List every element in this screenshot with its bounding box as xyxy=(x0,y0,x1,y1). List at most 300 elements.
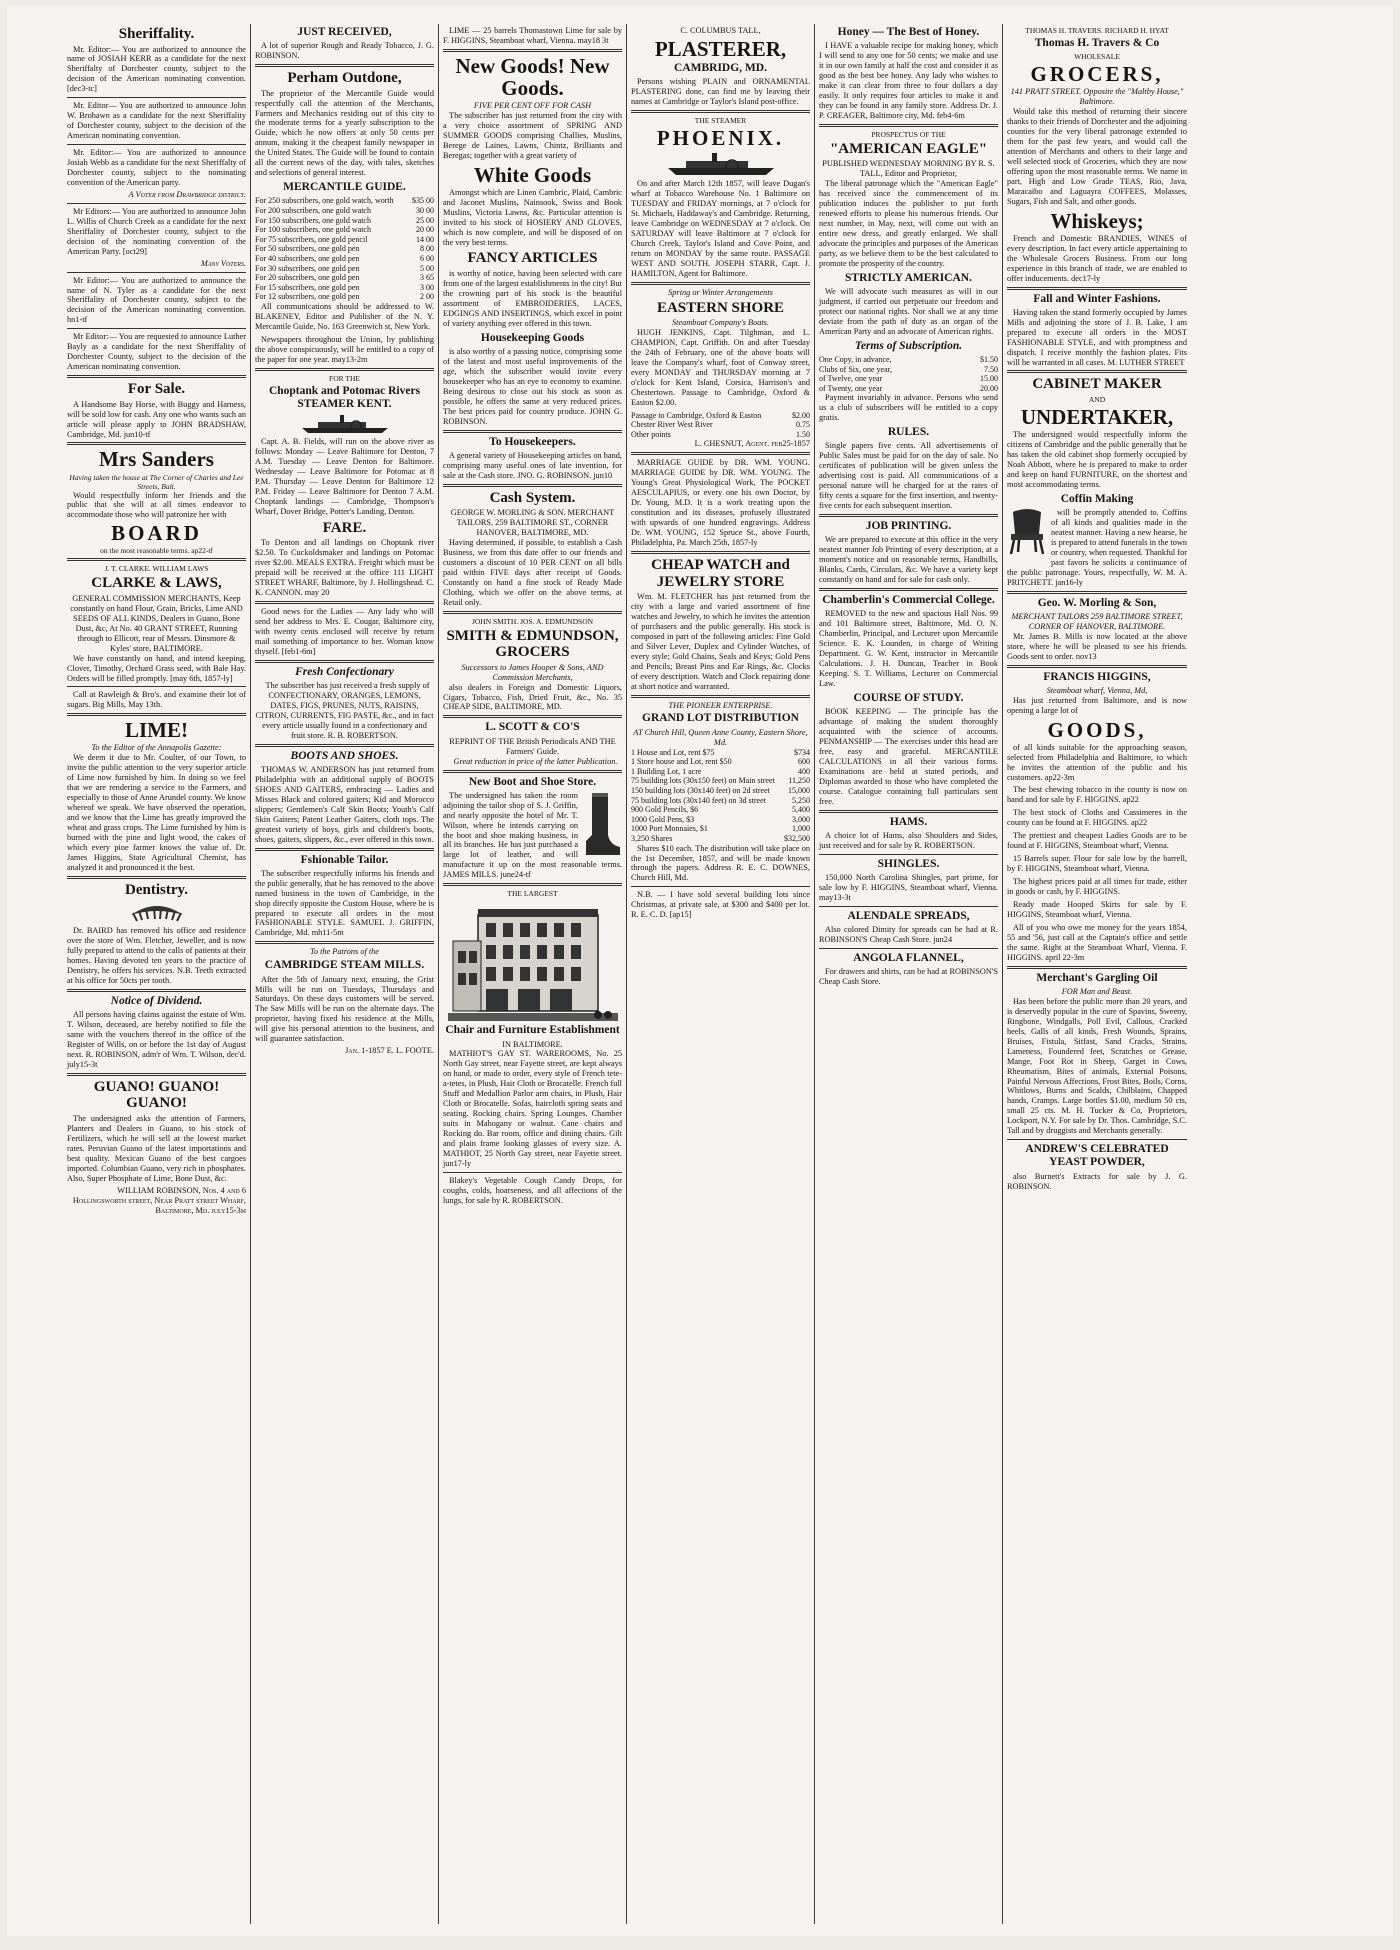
ad-title: For Sale. xyxy=(127,381,186,398)
boot-shoe-store-ad xyxy=(443,776,622,881)
divider xyxy=(255,601,434,604)
ad-body: A general variety of Housekeeping articles on hand, comprising many useful ones of late invention, for sale at the Cash store. JNO. G. ROBINSON. jun10 xyxy=(443,450,622,480)
ad-title: Whiskeys; xyxy=(1050,208,1144,233)
ad-signature: Jan. 1-1857 E. L. FOOTE. xyxy=(345,1046,434,1056)
table-row: For 100 subscribers, one gold watch 20 00 xyxy=(255,225,434,235)
denture-icon xyxy=(127,901,187,923)
ad-title: ANGOLA FLANNEL, xyxy=(853,952,964,965)
table-row: For 200 subscribers, one gold watch 30 00 xyxy=(255,206,434,216)
ad-signature: A Voter from Drawbridge district. xyxy=(128,189,246,199)
ad-names: Spring or Winter Arrangements xyxy=(668,287,773,297)
notice-ad xyxy=(1007,877,1187,897)
steamboat-icon xyxy=(300,414,390,434)
divider xyxy=(819,124,998,127)
shingles-ad xyxy=(819,858,998,903)
divider xyxy=(255,848,434,851)
job-printing-ad xyxy=(819,520,998,585)
fashions-ad xyxy=(1007,293,1187,368)
periodicals-ad xyxy=(443,721,622,766)
ad-body: We deem it due to Mr. Coulter, of our Town, to invite the public attention to the very superior article of Lime now furnished by him. In doing so we feel that we are rendering a service to the Farmers, and especially to those of Anne Arundel county. We know whereof we speak. We have observed the operation, and we know that the Lime has greatly improved the wheat and grass crops. The Lime furnished by him is burned with the pine and light wood, the cakes of which every pine farmer knows the value of. Dr. James Higgins, State Agricultural Chemist, has analyzed it and pronounced it the best. xyxy=(67,753,246,872)
divider xyxy=(1007,287,1187,290)
ad-body: BOOK KEEPING — The principle has the advantage of making the student thoroughly acquainted with the science of accounts. PENMANSHIP — The exercises under this head are free, easy and graceful. MERCANTILE CALCULATIONS in all their various forms. Examinations are held at stated periods, and Diplomas awarded to those who have completed the course. Catalogue containing full particulars sent free. xyxy=(819,707,998,806)
coffin-making-ad xyxy=(1007,493,1187,588)
ad-body: is worthy of notice, having been selected with care from one of the largest establishments in the city! But the crowning part of his stock is the beautiful assortment of EMBROIDERIES, LACES, EDGINGS AND INSERTINGS, which excel in point of variety anything ever offered in this town. xyxy=(443,268,622,328)
ad-title: HAMS. xyxy=(889,815,928,828)
ad-body: Wm. M. FLETCHER has just returned from the city with a large and varied assortment of fine watches and Jewelry, to which he invites the attention of purchasers and the public generally. His stock is composed in part of the following articles: Fine Gold and Silver Lever, Duplex and Cylinder Watches, of every style; Gold Chains, Seals and Keys; Gold Pens and Pencils; Breast Pins and Ear Rings, &c. Clocks of every description. Watch and Clock repairing done at short notice and warranted. xyxy=(631,592,810,691)
announcement-ad xyxy=(67,276,246,326)
ad-title: JUST RECEIVED, xyxy=(297,26,392,38)
ad-title: Dentistry. xyxy=(125,881,188,898)
higgins-ad xyxy=(1007,671,1187,716)
fancy-articles-ad xyxy=(443,250,622,328)
ad-body: 150,000 North Carolina Shingles, part prime, for sale low by F. HIGGINS, Steamboat wharf, Vienna. may13-3t xyxy=(819,873,998,902)
warehouse-engraving xyxy=(443,901,622,1021)
table-row: Other points 1.50 xyxy=(631,429,810,439)
divider xyxy=(819,854,998,855)
table-row: One Copy, in advance, $1.50 xyxy=(819,355,998,365)
ad-body: The liberal patronage which the "American Eagle" has received since the commencement of its publication induces the publisher to put forth renewed efforts to please his numerous friends. Our next number, in May, next, will come out with an entire new dress, and greatly enlarged. We shall advocate the principles and purposes of the American party, as we believe them to be the best calculated to promote the prosperity of the country. xyxy=(819,179,998,268)
ad-title: Mrs Sanders xyxy=(99,447,214,472)
dentistry-ad xyxy=(67,882,246,986)
phoenix-ad xyxy=(631,116,810,279)
divider xyxy=(255,660,434,663)
ad-body: The best stock of Cloths and Cassimeres in the county can be found at F. HIGGINS. ap22 xyxy=(1007,808,1187,828)
table-row: 1 House and Lot, rent $75 $734 xyxy=(631,747,810,757)
ad-body: HUGH JENKINS, Capt. Tilghman, and L. CHAMPION, Capt. Griffith. On and after Tuesday the 24th of February, one of the above boats will leave the Company's wharf, foot of Conway street, every MONDAY and THURSDAY morning at 7 o'clock for Kent Island, Corsica, Harrison's and Chestertown. Passage to Cambridge, Oxford & Easton $2.00. xyxy=(631,328,810,407)
ad-subtitle: THE LARGEST xyxy=(507,889,558,899)
ad-subtitle: GENERAL COMMISSION MERCHANTS, Keep constantly on hand Flour, Grain, Bricks, Lime AND SEEDS OF ALL KINDS, Dealers in Guano, Bone Dust, &c, At No. 40 GRANT STREET, Running through to Ellicott, rear of Messrs. Dinsmore & Kyles' store, BALTIMORE. xyxy=(70,593,243,653)
column-6 xyxy=(1003,24,1191,1924)
divider xyxy=(1007,665,1187,668)
yeast-powder-ad xyxy=(1007,1143,1187,1191)
table-row: For 40 subscribers, one gold pen 6 00 xyxy=(255,253,434,263)
ad-title: FARE. xyxy=(322,519,367,536)
ad-title: JOB PRINTING. xyxy=(865,520,952,533)
ad-title: FRANCIS HIGGINS, xyxy=(1043,670,1151,683)
flannel-ad xyxy=(819,952,998,987)
ad-body: Dr. BAIRD has removed his office and residence over the store of Wm. Fletcher, Jeweller, and is now fully prepared to attend to the calls of patients at their homes. Having devoted ten years to the practice of Dentistry, he offers his services. N.B. Teeth extracted at his office for 50cts per tooth. xyxy=(67,926,246,986)
divider xyxy=(67,203,246,204)
board-ad xyxy=(67,448,246,555)
ad-signature: L. CHESNUT, Agent. feb25-1857 xyxy=(694,439,810,449)
terms-table xyxy=(819,355,998,393)
ad-body: The subscriber has just received a fresh supply of CONFECTIONARY, ORANGES, LEMONS, DATES, FIGS, PRUNES, NUTS, RAISINS, CITRON, CURRENTS, FIG PASTE, &c., and in fact every article usually found in a confectionary and fruit store. R. B. ROBERTSON. xyxy=(255,680,434,740)
column-1 xyxy=(63,24,251,1924)
boot-icon xyxy=(582,791,622,857)
table-row: Clubs of Six, one year, 7.50 xyxy=(819,364,998,374)
ad-body: Mr. Editor:— You are authorized to announce the name of JOSIAH KERR as a candidate for the next Sheriffalty of Dorchester county, subject to the decision of the American nominating convention. [dec3-tc] xyxy=(67,44,246,94)
ad-title: Cash System. xyxy=(489,489,576,506)
ad-title: RULES. xyxy=(887,426,930,439)
confectionary-ad xyxy=(255,666,434,741)
ad-subtitle: WHOLESALE xyxy=(1074,52,1120,62)
lime-ad xyxy=(67,719,246,872)
ad-subtitle: AT Church Hill, Queen Anne County, Eastern Shore, Md. xyxy=(633,727,808,747)
ad-title: CABINET MAKER xyxy=(1032,376,1162,393)
table-row: 1000 Port Monnaies, $1 1,000 xyxy=(631,824,810,834)
ad-title: Honey — The Best of Honey. xyxy=(837,26,980,38)
ad-names: THOMAS H. TRAVERS. RICHARD H. HYAT xyxy=(1025,26,1169,35)
ad-body: Good news for the Ladies — Any lady who will send her address to Mrs. E. Cougar, Baltimore city, with twenty cents enclosed will receive by return mail something of importance to her. Woman know thyself. [feb1-6m] xyxy=(255,606,434,656)
divider xyxy=(67,328,246,329)
premium-table xyxy=(255,196,434,302)
cough-drops-ad xyxy=(443,1176,622,1206)
ad-body: Newspapers throughout the Union, by publishing the above conspicuously, will be entitled to a copy of the paper for one year. may13-2m xyxy=(255,334,434,364)
ad-body: Would take this method of returning their sincere thanks to their friends of Dorchester and the adjoining counties for the very liberal patronage extended to them for the past few years, and would call the attention of Merchants and others to their large and well selected stock of Groceries, which they are now offering upon the most reasonable terms. We name in part, High and Low Grade TEAS, Rio, Java, Maracaibo and Laguayra COFFEES, Molasses, Sugars, Fish and Salt, and other goods. xyxy=(1007,107,1187,206)
ad-body: Has been before the public more than 20 years, and is deservedly popular in the cure of Spavins, Sweeny, Ringbone, Windgalls, Poll Evil, Callous, Cracked heels, Galls of all kinds, Fresh Wounds, Sprains, Bruises, Fistula, Sitfast, Sand Cracks, Strains, Lameness, Foundered feet, Scratches or Grease, Mange, Foot Rot in Sheep, Garget in Cows, Rheumatism, Bites of animals, External Poisons, Painful Nervous Affections, Frost Bites, Boils, Corns, Whitlows, Burns and Scalds, Chilblains, Chapped hands, Cramps. Large bottles $1.00, medium 50 cts, small 25 cts. M. H. Tucker & Co, Proprietors, Lockport, N.Y. For sale by Dr. Thos. Cambridge, S.C. Tall and by druggists and Merchants generally. xyxy=(1007,996,1187,1136)
table-row: 900 Gold Pencils, $6 5,400 xyxy=(631,805,810,815)
undertaker-ad xyxy=(1007,376,1187,489)
divider xyxy=(631,886,810,887)
whiskeys-ad xyxy=(1007,210,1187,284)
announcement-ad xyxy=(67,207,246,269)
ad-body: We have constantly on hand, and intend keeping, Clover, Timothy, Orchard Grass seed, with Bale Hay. Orders will be filled promptly. [may 6th, 1857-ly] xyxy=(67,653,246,683)
notice-ad xyxy=(67,690,246,710)
ad-title: Sheriffality. xyxy=(118,26,195,42)
ad-body: After the 5th of January next, ensuing, the Grist Mills will be run on Tuesdays, Thursdays and Saturdays. On these days customers will be served. The Saw Mills will be run on the alternate days. The proprietor, having fixed his residence at the Mills, will give his personal attention to the business, and will guarantee satisfaction. xyxy=(255,974,434,1044)
ad-body: The highest prices paid at all times for trade, either in goods or cash, by F. HIGGINS. xyxy=(1007,877,1187,897)
table-row: For 75 subscribers, one gold pencil 14 00 xyxy=(255,234,434,244)
divider xyxy=(819,588,998,591)
notice-ad xyxy=(1007,923,1187,963)
ad-title: Merchant's Gargling Oil xyxy=(1036,971,1158,984)
ad-body: Mr. Editor:— You are authorized to announce Josiah Webb as a candidate for the next Sheriffalty of Dorchester county, subject to the nominating convention of the American party. xyxy=(67,148,246,187)
tailor-ad xyxy=(255,854,434,939)
ad-body: REMOVED to the new and spacious Hall Nos. 99 and 101 Baltimore street, Baltimore, Md. O. N. Chamberlin, Principal, and Lecturer upon Mercantile Science. E. K. Lounden, in charge of Writing Department. G. W. Kent, instructor in Mercantile Calculations. J. H. Duncan, Teacher in Book Keeping. S. T. Williams, Lecturer on Commercial Law. xyxy=(819,609,998,689)
ad-body: Payment invariably in advance. Persons who send us a club of subscribers will be entitled to a copy gratis. xyxy=(819,393,998,423)
ad-body: For drawers and shirts, can be had at ROBINSON'S Cheap Cash Store. xyxy=(819,967,998,987)
ladies-ad xyxy=(255,607,434,657)
white-goods-ad xyxy=(443,164,622,248)
table-row: For 250 subscribers, one gold watch, worth $35 00 xyxy=(255,196,434,206)
ad-body: Has just returned from Baltimore, and is now opening a large lot of xyxy=(1007,695,1187,715)
announcement-ad xyxy=(67,332,246,372)
divider xyxy=(67,989,246,992)
commercial-college-ad xyxy=(819,594,998,689)
ad-body: of all kinds suitable for the approaching season, selected from Philadelphia and Baltimore, to which he invites the attention of the public and his customers. ap22-3m xyxy=(1007,742,1187,782)
ad-title: GOODS, xyxy=(1047,717,1147,742)
jewelry-store-ad xyxy=(631,557,810,692)
ad-body: The undersigned would respectfully inform the citizens of Cambridge and the public generally that he has taken the old cabinet shop formerly occupied by Noah Abbott, where he is prepared to make to order and keep on hand FURNITURE, on the shortest and most accommodating terms. xyxy=(1007,430,1187,489)
announcement-ad xyxy=(67,101,246,141)
ad-body: Having determined, if possible, to establish a Cash Business, we from this date offer to our friends and customers a discount of 10 PER CENT on all bills paid within FIVE days after receipt of Goods. Constantly on hand a fine stock of Ready Made Clothing, which we offer on the above terms, at Retail only. xyxy=(443,537,622,607)
divider xyxy=(443,1172,622,1173)
prize-table xyxy=(631,748,810,844)
steamer-engraving xyxy=(255,414,434,434)
ad-body: THOMAS W. ANDERSON has just returned from Philadelphia with an additional supply of BOOTS SHOES AND GAITERS, embracing — Ladies and Misses Black and colored gaiters; Kid and Morocco slippers; Gentlemen's Calf Skin Boots; Youth's Calf Skin Gaiters; Patent Leather Gaiters, cloth tops. The greatest variety of boys, girls and children's boots, shoes, gaiters, slippers, &c., ever offered in this town. xyxy=(255,764,434,844)
ad-display: UNDERTAKER, xyxy=(1020,404,1174,429)
ad-title: EASTERN SHORE xyxy=(656,299,785,316)
table-row: Passage to Cambridge, Oxford & Easton $2.00 xyxy=(631,410,810,420)
ad-title: Fall and Winter Fashions. xyxy=(1033,292,1161,305)
ad-display: GROCERS, xyxy=(1030,62,1164,87)
grocers-ad xyxy=(443,617,622,713)
steamer-kent-ad xyxy=(255,374,434,517)
table-row: For 30 subscribers, one gold pen 5 00 xyxy=(255,263,434,273)
divider xyxy=(67,686,246,687)
ad-title: GUANO! GUANO! GUANO! xyxy=(93,1078,220,1112)
ad-names: THE STEAMER xyxy=(694,116,747,126)
fare-ad xyxy=(255,520,434,598)
course-of-study xyxy=(819,692,998,807)
ad-subtitle: GEORGE W. MORLING & SON. MERCHANT TAILORS, 259 BALTIMORE ST., CORNER HANOVER, BALTIMORE, MD. xyxy=(450,508,615,538)
ad-body: On and after March 12th 1857, will leave Dugan's wharf at Tobacco Warehouse No. 1 Baltimore on TUESDAY and FRIDAY mornings, at 7 o'clock for St. Michaels, Haddaway's and Cambridge. Returning, leave Cambridge on WEDNESDAY at 7 o'clock. On SATURDAY will leave Baltimore at 7 o'clock for Church Creek, Taylor's Island and Cove Point, and return on MONDAY by the same route. PASSAGE WEST AND SOUTH. JOSEPH STARR, Capt. J. HAMILTON, Agent for Baltimore. xyxy=(631,179,810,278)
notice-ad xyxy=(1007,785,1187,805)
ad-subtitle: FIVE PER CENT OFF FOR CASH xyxy=(473,101,592,110)
ad-title: STRICTLY AMERICAN. xyxy=(845,271,972,284)
ad-body: Amongst which are Linen Cambric, Plaid, Cambric and Jaconet Muslins, Nainsook, Swiss and Book Muslins, Victoria Lawns, &c. Particular attention is invited to his stock of HOSIERY AND GLOVES, which is now complete, and will be disposed of on the very best terms. xyxy=(443,187,622,247)
ad-body: The undersigned has taken the room adjoining the tailor shop of S. J. Griffin, and nearly opposite the hotel of Mr. T. Wilson, where he intends carrying on the boot and shoe making business, in all its branches. He has just purchased a large lot of leather, and will manufacture it up on the most reasonable terms. JAMES MILLS. june24-tf xyxy=(443,790,622,880)
ad-subtitle: REPRINT OF THE British Periodicals AND THE Farmers' Guide. xyxy=(449,736,616,756)
subscription-terms xyxy=(819,340,998,423)
divider xyxy=(443,484,622,487)
eastern-shore-ad xyxy=(631,288,810,408)
ad-body: Having taken the stand formerly occupied by James Mills and adjoining the store of J. B. Lake, I am prepared to execute all orders in the MOST FASHIONABLE STYLE, and with promptness and dispatch. I receive monthly the fashion plates. Fits will be warranted in all cases. M. LUTHER STREET xyxy=(1007,307,1187,367)
gargling-oil-ad xyxy=(1007,972,1187,1137)
divider xyxy=(67,375,246,378)
ad-body: The subscriber respectfully informs his friends and the public generally, that he has removed to the above named business in the town of Cambridge, in the shop directly opposite the Custom House, where he is prepared to execute all orders in the most FASHIONABLE STYLE. SAMUEL J. GRIFFIN, Cambridge, Md. mh11-5m xyxy=(255,868,434,938)
ad-body: To Denton and all landings on Choptank river $2.50. To Cuckoldsmaker and landings on Potomac river $2.00. MEALS EXTRA. Freight which must be prepaid will be received at the office 111 LIGHT STREET WHARF, Baltimore, by J. Hollingshead. C. K. CANNON. may 20 xyxy=(255,538,434,597)
ad-names: THE PIONEER ENTERPRISE. xyxy=(668,700,773,710)
ad-body: Also colored Dimity for spreads can be had at R. ROBINSON'S Cheap Cash Store. jun24 xyxy=(819,925,998,945)
divider xyxy=(631,110,810,113)
ad-body: will be promptly attended to. Coffins of all kinds and qualities made in the neatest manner. Having a new hearse, he is prepared to attend funerals in the town or country, when requested. Thankful for past favors he solicits a continuance of the public patronage. Yours, respectfully, W. M. A. PRITCHETT. jan16-ly xyxy=(1007,507,1187,587)
rules-ad xyxy=(819,426,998,511)
ad-title: ANDREW'S CELEBRATED YEAST POWDER, xyxy=(1025,1143,1169,1169)
notice-ad xyxy=(1007,808,1187,828)
ad-body: The proprietor of the Mercantile Guide would respectfully call the attention of the Merchants, Farmers and Mechanics residing out of this city to the moderate terms for a yearly subscription to the Guide, which he now offers at only 50 cents per annum, making it the cheapest family newspaper in the United States. The Guide will be found to contain all the current news of the day, with tales, sketches and selections of general interest. xyxy=(255,88,434,178)
ad-subtitle: CAMBRIDG, MD. xyxy=(674,62,767,74)
mercantile-guide-ad xyxy=(255,181,434,332)
divider xyxy=(443,715,622,718)
ad-body: We are prepared to execute at this office in the very neatest manner Job Printing of every description, at a moment's notice and on reasonable terms, Handbills, Blanks, Cards, Circulars, &c. We have a variety kept constantly on hand and for sale for cash only. xyxy=(819,535,998,585)
ad-names: J. T. CLARKE. WILLIAM LAWS xyxy=(104,564,209,574)
table-row: For 50 subscribers, one gold pen 8 00 xyxy=(255,244,434,254)
ad-title: Fresh Confectionary xyxy=(295,665,394,678)
ad-body: Blakey's Vegetable Cough Candy Drops, for coughs, colds, hoarseness, and all affections of the lungs, for sale by R. ROBERTSON. xyxy=(443,1175,622,1205)
newspaper-columns xyxy=(63,24,1379,1924)
table-row: 75 building lots (30x150 feet) on Main street 11,250 xyxy=(631,776,810,786)
ad-title: Terms of Subscription. xyxy=(854,339,963,352)
ad-body: All of you who owe me money for the years 1854, 55 and '56, just call at the Captain's office and settle the same. Right at the Steamboat Wharf, Vienna. F. HIGGINS. april 22-3m xyxy=(1007,922,1187,962)
ad-subtitle: MERCHANT TAILORS 259 BALTIMORE STREET, CORNER OF HANOVER, BALTIMORE. xyxy=(1011,611,1183,631)
ad-body: Mr. Editor— You are authorized to announce John W. Brohawn as a candidate for the next Sheriffality of Dorchester county, subject to the decision of the American nominating convention. xyxy=(67,101,246,141)
ad-title: Geo. W. Morling & Son, xyxy=(1037,596,1157,609)
table-row: of Twenty, one year 20.00 xyxy=(819,383,998,393)
lot-note xyxy=(631,890,810,920)
ad-title: PHOENIX. xyxy=(656,126,785,151)
ad-body: A choice lot of Hams, also Shoulders and Sides, just received and for sale by R. ROBERTSON. xyxy=(819,830,998,850)
divider xyxy=(1007,370,1187,373)
ad-subtitle: Steamboat Company's Boats. xyxy=(672,318,769,328)
ad-body: The best chewing tobacco in the county is now on hand and for sale by F. HIGGINS. ap22 xyxy=(1007,785,1187,805)
divider xyxy=(443,430,622,433)
ad-title: New Boot and Shoe Store. xyxy=(468,775,597,788)
building-icon xyxy=(448,901,618,1021)
divider xyxy=(67,1073,246,1076)
dividend-ad xyxy=(67,995,246,1070)
ad-title: BOOTS AND SHOES. xyxy=(290,749,399,762)
divider xyxy=(443,770,622,773)
ad-names: PROSPECTUS OF THE xyxy=(871,129,946,139)
steamboat-icon xyxy=(666,152,776,176)
table-row: 150 building lots (30x140 feet) on 2d street 15,000 xyxy=(631,785,810,795)
ad-body: is also worthy of a passing notice, comprising some of the latest and most useful improvements of the age, which the subscriber would invite every housekeeper who has an eye to economy to examine. Being desirous to close out his stock as soon as possible, he offers the same at very reduced prices. The best prices paid for country produce. JOHN G. ROBINSON. xyxy=(443,346,622,426)
ad-body: Would respectfully inform her friends and the public that she will at all times endeavor to accommodate those who will patronize her with xyxy=(67,490,246,520)
newspapers-note xyxy=(255,335,434,365)
column-2 xyxy=(251,24,439,1924)
ad-body: Persons wishing PLAIN and ORNAMENTAL PLASTERING done, can find me by leaving their names at Cambridge or Taylor's Island post-office. xyxy=(631,77,810,107)
travers-grocers-ad xyxy=(1007,26,1187,207)
ad-title: Coffin Making xyxy=(1060,492,1134,505)
ad-body: We will advocate such measures as will in our judgment, if carried out perpetuate our freedom and protect our national rights. Nor shall we at any time deviate from the path of duty as an organ of the American Party and an advocate of American rights. xyxy=(819,287,998,336)
ad-body: also dealers in Foreign and Domestic Liquors, Cigars, Tobacco, Fish, Dried Fruit, &c., No. 35 CHEAP SIDE, BALTIMORE, MD. xyxy=(443,682,622,712)
ad-title: SMITH & EDMUNDSON, GROCERS xyxy=(446,627,619,661)
ad-title: Perham Outdone, xyxy=(287,70,402,87)
ad-body: Call at Rawleigh & Bro's. and examine their lot of sugars. Big Mills, May 13th. xyxy=(67,690,246,710)
divider xyxy=(631,551,810,554)
table-row: of Twelve, one year 15.00 xyxy=(819,374,998,384)
honey-ad xyxy=(819,26,998,121)
divider xyxy=(67,876,246,879)
spreads-ad xyxy=(819,910,998,945)
housekeeping-goods-ad xyxy=(443,332,622,427)
ad-subtitle: Successors to James Hooper & Sons, AND Commission Merchants, xyxy=(461,662,604,682)
ad-body: Capt. A. B. Fields, will run on the above river as follows: Monday — Leave Baltimore for Denton, 7 A.M. Tuesday — Leave Denton for Baltimore. Wednesday — Leave Baltimore for Potomac at 8 P.M. Thursday — Leave Denton for Baltimore 12 P.M. Friday — Leave Baltimore for Denton 7 A.M. Choptank landings — Cambridge, Thompson's Wharf, Dover Bridge, Potter's Landing, Denton. xyxy=(255,437,434,516)
tobacco-ad xyxy=(255,26,434,61)
divider xyxy=(1007,966,1187,969)
ad-body: also Burnett's Extracts for sale by J. G. ROBINSON. xyxy=(1007,1171,1187,1191)
notice-ad xyxy=(1007,854,1187,874)
table-row: Chester River West River 0.75 xyxy=(631,420,810,430)
ad-title: CLARKE & LAWS, xyxy=(91,575,222,592)
ad-subtitle: Steamboat wharf, Vienna, Md, xyxy=(1046,685,1148,695)
ad-subtitle: To the Patrons of the xyxy=(310,947,379,957)
table-row: 1000 Gold Pens, $3 3,000 xyxy=(631,814,810,824)
ad-body: All persons having claims against the estate of Wm. T. Wilson, deceased, are hereby notified to file the same with the vouchers thereof in the office of the Register of Wills, on or before the 1st day of August next. R. ROBINSON, adm'r of Wm. T. Wilson, dec'd. july15-3t xyxy=(67,1010,246,1070)
column-3 xyxy=(439,24,627,1924)
ad-title: LIME! xyxy=(125,718,188,743)
ad-subtitle: Having taken the house at The Corner of Charles and Lee Streets, Balt. xyxy=(69,472,244,491)
cash-system-ad xyxy=(443,490,622,608)
passage-table xyxy=(631,411,810,440)
ad-body: A Handsome Bay Horse, with Buggy and Harness, will be sold low for cash. Any one who wants such an article will please apply to JOHN BRADSHAW, Cambridge, Md. jun10-tf xyxy=(67,399,246,439)
divider xyxy=(255,941,434,944)
divider xyxy=(255,64,434,67)
ad-title: CAMBRIDGE STEAM MILLS. xyxy=(264,959,425,972)
divider xyxy=(631,695,810,698)
ad-subtitle: FOR THE xyxy=(329,373,360,383)
column-4 xyxy=(627,24,815,1924)
steamer-engraving xyxy=(631,152,810,176)
steam-mills-ad xyxy=(255,947,434,1056)
ad-title: To Housekeepers. xyxy=(489,435,576,448)
ad-title: SHINGLES. xyxy=(877,857,940,870)
divider xyxy=(67,558,246,561)
ad-signature: WILLIAM ROBINSON, Nos. 4 and 6 Hollingsworth street, Near Pratt street Wharf, Baltimore, Md. july15-3m xyxy=(72,1185,246,1215)
announcement-ad xyxy=(67,148,246,200)
ad-body: Mr Editors:— You are authorized to announce John L. Willis of Church Creek as a candidate for the next Sheriffality of Dorchester county, subject to the decision of the nominating convention of the American Party. [oct29] xyxy=(67,206,246,256)
table-row: For 15 subscribers, one gold pen 3 00 xyxy=(255,282,434,292)
divider xyxy=(443,883,622,886)
ad-subtitle: PUBLISHED WEDNESDAY MORNING BY R. S. TALL, Editor and Proprietor, xyxy=(822,159,995,179)
ad-body: French and Domestic BRANDIES, WINES of every description. In fact every article appertaining to the Wholesale Grocers Business. From our long experience in this branch of trade, we are enabled to offer inducements. dec17-ly xyxy=(1007,233,1187,283)
table-row: For 150 subscribers, one gold watch 25 00 xyxy=(255,215,434,225)
hams-ad xyxy=(819,816,998,851)
ad-title: Choptank and Potomac Rivers STEAMER KENT. xyxy=(268,384,421,410)
ad-title: ALENDALE SPREADS, xyxy=(847,909,970,922)
ad-body: All communications should be addressed to W. BLAKENEY, Editor and Publisher of the N. Y. Mercantile Guide, No. 163 Greenwich st, New York. xyxy=(255,301,434,331)
divider xyxy=(631,282,810,285)
ad-names: C. COLUMBUS TALL, xyxy=(680,26,761,35)
furniture-ad xyxy=(443,889,622,1169)
marriage-guide-ad xyxy=(631,458,810,548)
sheriffality-ad xyxy=(67,26,246,94)
divider xyxy=(819,948,998,949)
ad-body: Mr Editor:— You are authorized to announce the name of N. Tyler as a candidate for the next Sheriffality of Dorchester county, subject to the decision of the American nominating convention. hn1-tf xyxy=(67,275,246,325)
ad-body: MARRIAGE GUIDE by DR. WM. YOUNG. MARRIAGE GUIDE by DR. WM. YOUNG. The Young's Great Physiological Work, The POCKET AESCULAPIUS, or every one his own Doctor, by Dr. Young, M.D. It is a work treating upon the constitution and its diseases, profusely illustrated with upwards of one hundred engravings. Address Dr. WM. YOUNG, 152 Spruce St., above Fourth, Philadelphia, Pa. March 25th, 1857-ly xyxy=(631,458,810,548)
ad-subtitle: AND xyxy=(1088,394,1106,404)
ad-body: 15 Barrels super. Flour for sale low by the barrell, by F. HIGGINS, Steamboat wharf, Vienna. xyxy=(1007,854,1187,874)
ad-signature: Many Voters. xyxy=(200,258,246,268)
ad-title: Notice of Dividend. xyxy=(110,995,203,1008)
divider xyxy=(819,906,998,907)
ad-subtitle: IN BALTIMORE. xyxy=(502,1039,563,1049)
divider xyxy=(1007,591,1187,594)
notice-ad xyxy=(1007,900,1187,920)
plasterer-ad xyxy=(631,26,810,107)
divider xyxy=(443,611,622,614)
divider xyxy=(255,744,434,747)
ad-names: JOHN SMITH. JOS. A. EDMUNDSON xyxy=(471,616,594,626)
table-row: 75 building lots (30x140 feet) on 3d street 5,250 xyxy=(631,795,810,805)
perham-ad xyxy=(255,70,434,178)
notice-ad xyxy=(1007,831,1187,851)
ad-title: CHEAP WATCH and JEWELRY STORE xyxy=(651,557,790,590)
strictly-american-ad xyxy=(819,272,998,337)
for-sale-ad xyxy=(67,381,246,439)
guano-ad xyxy=(67,1079,246,1216)
divider xyxy=(819,810,998,813)
ad-title: Housekeeping Goods xyxy=(480,331,585,344)
divider xyxy=(67,97,246,98)
lime-sale-ad xyxy=(443,26,622,46)
table-row: For 20 subscribers, one gold pen 3 65 xyxy=(255,273,434,283)
ad-title: White Goods xyxy=(473,162,592,187)
table-row: 3,250 Shares $32,500 xyxy=(631,833,810,843)
divider xyxy=(819,514,998,517)
ad-body: The undersigned asks the attention of Farmers, Planters and Dealers in Guano, to his stock of Fertilizers, which he will sell at the lowest market rates. Peruvian Guano of the latest importations and best quality. Mexican Guano of the best cargoes imported. Columbian Guano, very rich in phosphates. Also, Super Phosphate of Lime, Bone Dust, &c. xyxy=(67,1113,246,1183)
ad-title: PLASTERER, xyxy=(654,36,787,61)
ad-body: Single papers five cents. All advertisements of Public Sales must be paid for on the day of sale. No certificates of publication will be given unless the advertising cost is paid. All communications of a personal nature will be charged for at the rates of fifty cents a square for the first insertion, and twenty-five cents for each subsequent insertion. xyxy=(819,441,998,511)
ad-title: "AMERICAN EAGLE" xyxy=(829,140,988,157)
ad-title: New Goods! New Goods. xyxy=(455,53,610,100)
ad-title: Thomas H. Travers & Co xyxy=(1034,37,1160,49)
to-housekeepers-ad xyxy=(443,436,622,481)
ad-subtitle: 141 PRATT STREET. Opposite the "Maltby House," Baltimore. xyxy=(1010,87,1184,107)
clarke-laws-ad xyxy=(67,564,246,683)
ad-body: Great reduction in price of the latter Publication. xyxy=(453,756,618,766)
lot-distribution-ad xyxy=(631,701,810,884)
ad-body: A lot of superior Rough and Ready Tobacco, J. G. ROBINSON. xyxy=(255,41,434,61)
ad-title: Fshionable Tailor. xyxy=(300,853,389,866)
ad-title: MERCANTILE GUIDE. xyxy=(283,181,406,194)
divider xyxy=(631,452,810,455)
ad-footer: on the most reasonable terms. ap22-tf xyxy=(100,546,213,556)
new-goods-ad xyxy=(443,55,622,161)
ad-body: Shares $10 each. The distribution will take place on the 1st December, 1857, and will be made known through the papers. Address R. E. C. DOWNES, Church Hill, Md. xyxy=(631,843,810,883)
morling-ad xyxy=(1007,597,1187,662)
